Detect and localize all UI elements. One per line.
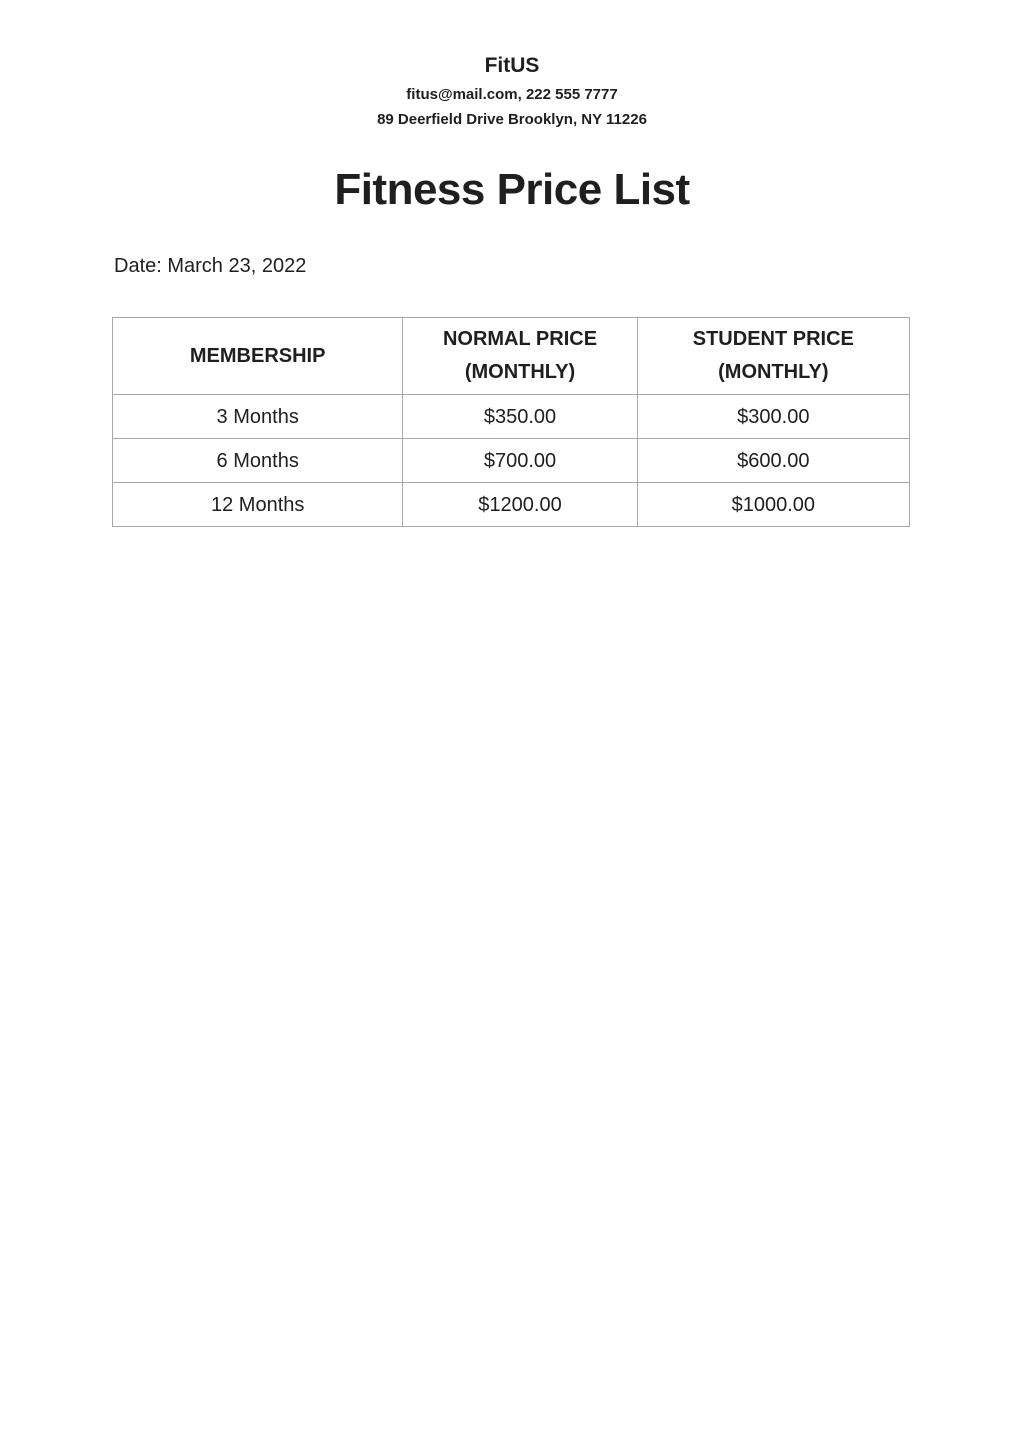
- header-membership: [113, 318, 403, 395]
- company-name: FitUS: [484, 54, 540, 77]
- header-student-price: [637, 318, 909, 395]
- price-table: [112, 317, 910, 527]
- table-row: [113, 439, 910, 483]
- student-price-cell: $1000.00: [637, 483, 909, 527]
- header-normal-price: [403, 318, 637, 395]
- header-student-price-line1: STUDENT PRICE: [692, 328, 854, 350]
- company-address: 89 Deerfield Drive Brooklyn, NY 11226: [377, 111, 647, 128]
- document-date: Date: March 23, 2022: [114, 255, 307, 277]
- page-title: Fitness Price List: [334, 165, 690, 214]
- normal-price-cell: $350.00: [403, 395, 637, 439]
- normal-price-cell: $1200.00: [403, 483, 637, 527]
- header-student-price-line2: (MONTHLY): [718, 361, 829, 383]
- student-price-cell: $600.00: [637, 439, 909, 483]
- company-contact: fitus@mail.com, 222 555 7777: [406, 86, 618, 103]
- table-row: [113, 395, 910, 439]
- table-header-row: [113, 318, 910, 395]
- membership-cell: 6 Months: [113, 439, 403, 483]
- membership-cell: 3 Months: [113, 395, 403, 439]
- table-row: [113, 483, 910, 527]
- normal-price-cell: $700.00: [403, 439, 637, 483]
- header-normal-price-line1: NORMAL PRICE: [442, 328, 598, 350]
- header-membership-label: MEMBERSHIP: [189, 344, 326, 367]
- student-price-cell: $300.00: [637, 395, 909, 439]
- membership-cell: 12 Months: [113, 483, 403, 527]
- header-normal-price-line2: (MONTHLY): [464, 361, 576, 383]
